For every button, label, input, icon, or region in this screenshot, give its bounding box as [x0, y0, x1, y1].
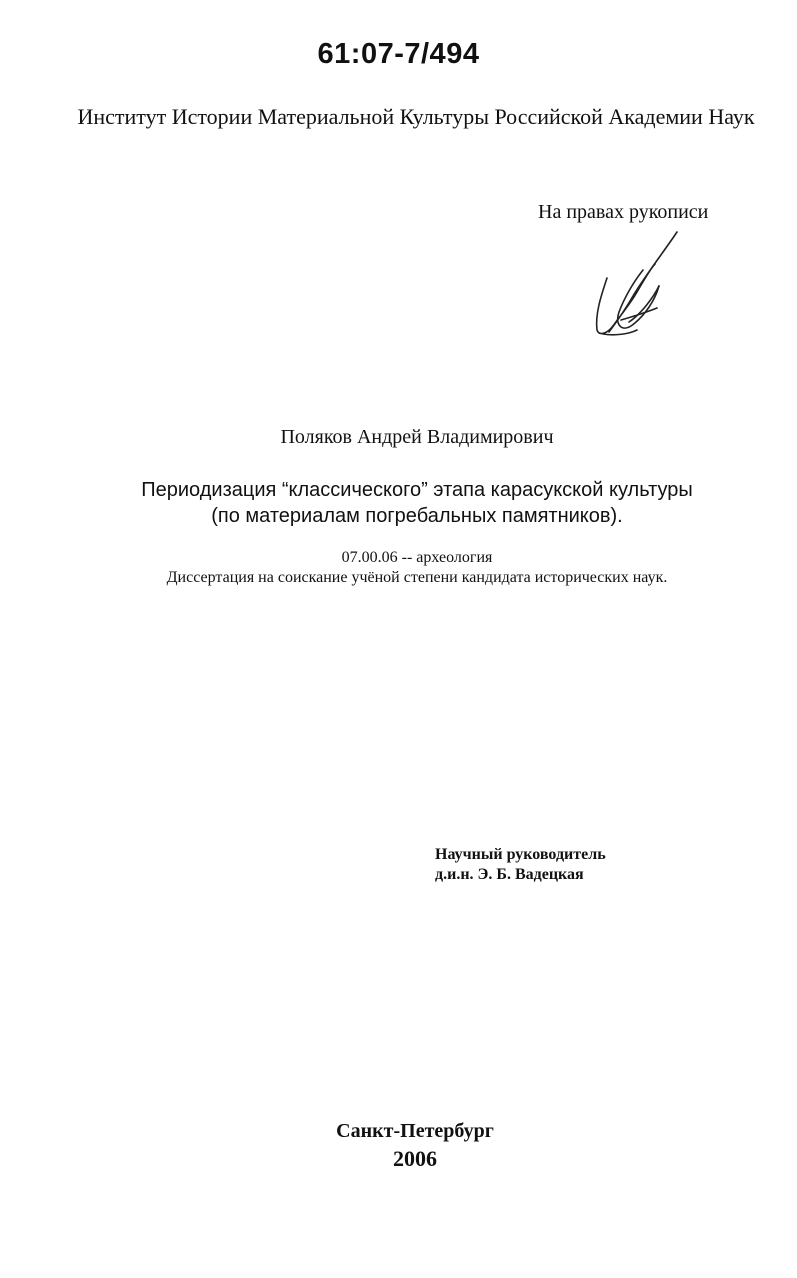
dissertation-title — [0, 477, 797, 529]
institution-name: Институт Истории Материальной Культуры Российской Академии Наук — [77, 104, 755, 129]
signature-image — [585, 226, 685, 340]
city: Санкт-Петербург — [336, 1120, 494, 1142]
title-line-1: Периодизация “классического” этапа карасукской культуры — [141, 479, 693, 501]
specialty-code: 07.00.06 -- археология — [341, 549, 493, 566]
title-line-2: (по материалам погребальных памятников). — [211, 505, 623, 527]
year: 2006 — [393, 1146, 437, 1171]
advisor-label: Научный руководитель — [435, 846, 606, 863]
rights-note: На правах рукописи — [538, 201, 709, 223]
advisor-block — [435, 845, 606, 885]
author-name: Поляков Андрей Владимирович — [280, 426, 554, 448]
degree-statement: Диссертация на соискание учёной степени кандидата исторических наук. — [166, 569, 668, 586]
advisor-name: д.и.н. Э. Б. Вадецкая — [435, 866, 584, 883]
call-number: 61:07-7/494 — [317, 38, 480, 70]
